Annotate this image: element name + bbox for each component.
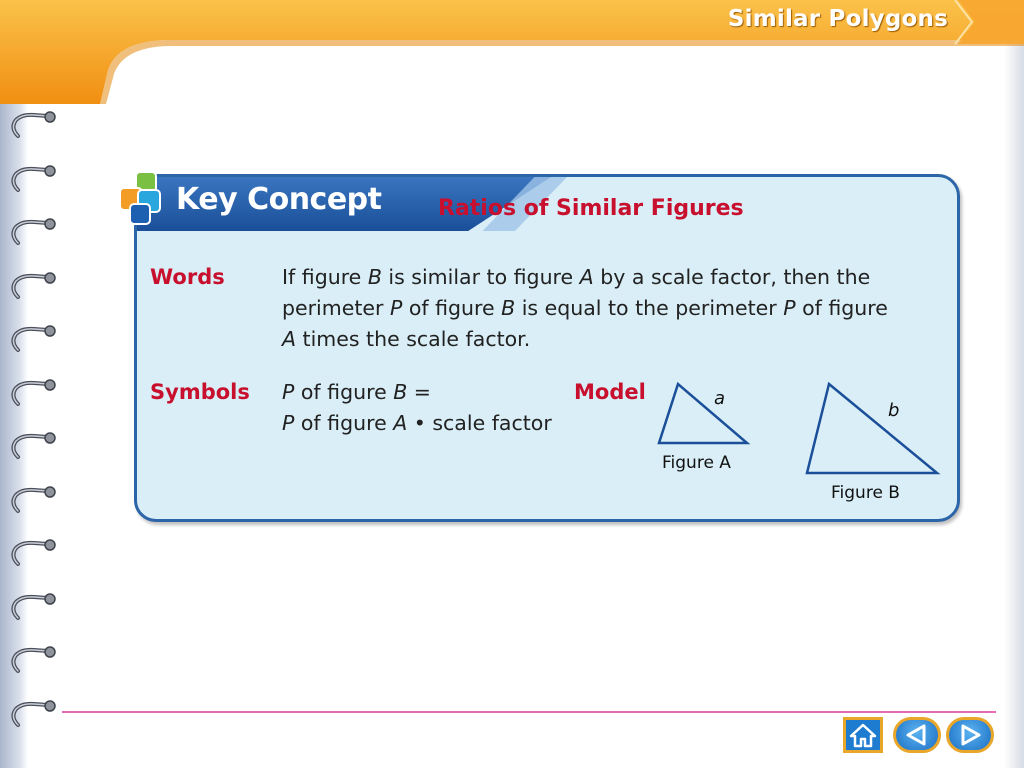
next-button[interactable]	[946, 717, 994, 753]
spiral-ring-icon	[10, 538, 56, 568]
spiral-ring-icon	[10, 485, 56, 515]
spiral-ring-icon	[10, 592, 56, 622]
spiral-ring-icon	[10, 271, 56, 301]
right-arrow-icon	[949, 720, 991, 750]
key-concept-logo-icon	[116, 170, 174, 228]
figure-a-caption: Figure A	[662, 453, 731, 473]
figure-a-triangle	[659, 384, 747, 443]
figure-a-side-label: a	[714, 388, 726, 409]
symbols-line-1: P of figure B =	[282, 380, 431, 404]
figure-b-triangle	[807, 384, 937, 473]
home-icon	[846, 720, 880, 750]
words-label: Words	[150, 265, 225, 289]
header-title: Similar Polygons	[727, 6, 948, 32]
bottom-divider	[62, 711, 996, 713]
figure-b-side-label: b	[888, 400, 900, 421]
words-line-2: perimeter P of figure B is equal to the perimeter P of figure	[282, 296, 888, 320]
spiral-ring-icon	[10, 699, 56, 729]
symbols-label: Symbols	[150, 380, 250, 404]
words-text	[282, 262, 888, 355]
spiral-ring-icon	[10, 324, 56, 354]
key-concept-badge: Key Concept	[176, 182, 382, 217]
spiral-ring-icon	[10, 431, 56, 461]
spiral-ring-icon	[10, 110, 56, 140]
words-line-3: A times the scale factor.	[282, 327, 531, 351]
page-edge-shadow	[1004, 40, 1024, 768]
words-line-1: If figure B is similar to figure A by a scale factor, then the	[282, 265, 871, 289]
spiral-ring-icon	[10, 217, 56, 247]
header-bar	[0, 0, 1024, 108]
spiral-ring-icon	[10, 378, 56, 408]
symbols-line-2: P of figure A • scale factor	[282, 411, 552, 435]
figure-b-caption: Figure B	[831, 483, 900, 503]
spiral-ring-icon	[10, 645, 56, 675]
previous-button[interactable]	[893, 717, 941, 753]
symbols-text	[282, 377, 552, 439]
left-arrow-icon	[896, 720, 938, 750]
key-concept-title: Ratios of Similar Figures	[438, 196, 744, 221]
model-label: Model	[574, 380, 646, 404]
home-button[interactable]	[843, 717, 883, 753]
spiral-ring-icon	[10, 164, 56, 194]
